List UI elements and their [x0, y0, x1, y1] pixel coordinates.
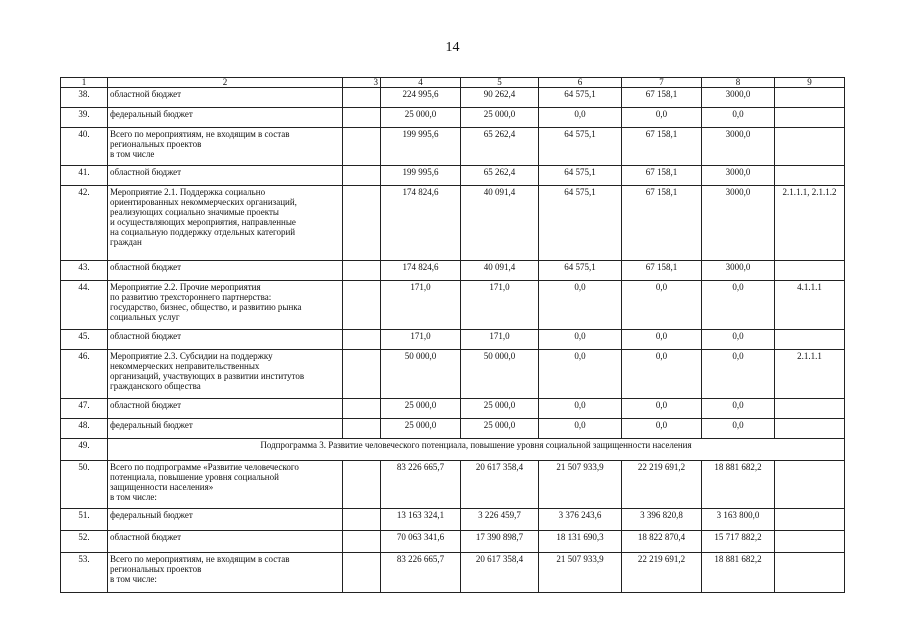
row-col-9	[775, 281, 845, 330]
row-number: 46.	[61, 350, 108, 399]
table-row	[61, 461, 845, 509]
row-col-6	[539, 261, 622, 281]
row-col-4-text: 171,0	[410, 331, 431, 341]
row-number: 53.	[61, 553, 108, 593]
row-number: 45.	[61, 330, 108, 350]
row-col-4-text: 83 226 665,7	[396, 462, 445, 472]
row-col-4	[381, 419, 461, 439]
row-col-4-text: 25 000,0	[404, 400, 437, 410]
row-name-text: областной бюджет	[110, 89, 182, 99]
table-row	[61, 166, 845, 186]
table-row	[61, 399, 845, 419]
row-name	[108, 419, 343, 439]
row-col-8	[702, 261, 775, 281]
row-col-7-text: 0,0	[655, 351, 668, 361]
row-col-9	[775, 419, 845, 439]
row-col-7	[622, 166, 702, 186]
table-row	[61, 281, 845, 330]
row-name-text: Всего по мероприятиям, не входящим в состав региональных проектов в том числе	[110, 129, 290, 159]
row-col-7	[622, 186, 702, 261]
table-row	[61, 419, 845, 439]
row-col-6	[539, 350, 622, 399]
row-number: 40.	[61, 128, 108, 166]
table-body	[61, 78, 845, 593]
page-number: 14	[445, 40, 460, 55]
row-col-5	[461, 186, 539, 261]
row-col-4	[381, 128, 461, 166]
row-col-4	[381, 108, 461, 128]
row-col-5	[461, 399, 539, 419]
row-col-9	[775, 128, 845, 166]
row-col-5	[461, 419, 539, 439]
table-header-row	[61, 78, 845, 88]
row-name	[108, 108, 343, 128]
row-col-5-text: 17 390 898,7	[475, 532, 524, 542]
row-col-8	[702, 350, 775, 399]
row-col-9	[775, 553, 845, 593]
row-col-5-text: 25 000,0	[483, 420, 516, 430]
row-col-3	[343, 108, 381, 128]
row-col-8	[702, 461, 775, 509]
row-col-8-text: 3 163 800,0	[716, 510, 760, 520]
table-row	[61, 330, 845, 350]
row-col-7	[622, 128, 702, 166]
row-name-text: Мероприятие 2.2. Прочие мероприятия по развитию трехстороннего партнерства: государство, бизнес, общество, и развитию рынка социальных услуг	[110, 282, 302, 322]
header-col-1: 1	[61, 78, 108, 88]
row-name-text: федеральный бюджет	[110, 510, 193, 520]
row-col-5-text: 20 617 358,4	[475, 462, 524, 472]
header-col-4: 4	[381, 78, 461, 88]
row-col-9	[775, 350, 845, 399]
row-col-5	[461, 108, 539, 128]
row-col-5	[461, 509, 539, 531]
table-row	[61, 88, 845, 108]
row-col-8-text: 15 717 882,2	[714, 532, 762, 542]
row-col-3	[343, 399, 381, 419]
table-row	[61, 108, 845, 128]
row-col-8-text: 3000,0	[725, 129, 751, 139]
table-row	[61, 186, 845, 261]
row-col-5	[461, 128, 539, 166]
row-col-8	[702, 88, 775, 108]
row-col-5	[461, 461, 539, 509]
row-col-5	[461, 350, 539, 399]
row-col-6	[539, 399, 622, 419]
row-col-6-text: 0,0	[574, 400, 586, 410]
row-name-text: Всего по мероприятиям, не входящим в состав региональных проектов в том числе:	[110, 554, 290, 584]
row-col-8	[702, 108, 775, 128]
row-col-5-text: 171,0	[489, 331, 510, 341]
row-col-5	[461, 281, 539, 330]
row-col-7	[622, 531, 702, 553]
row-name-text: федеральный бюджет	[110, 420, 193, 430]
row-name	[108, 399, 343, 419]
row-col-4	[381, 88, 461, 108]
row-col-5-text: 171,0	[489, 282, 510, 292]
section-title: Подпрограмма 3. Развитие человеческого потенциала, повышение уровня социальной защищенности населения	[108, 439, 845, 461]
row-col-9-text: 4.1.1.1	[797, 282, 822, 292]
row-col-7-text: 67 158,1	[645, 167, 678, 177]
row-col-4-text: 199 995,6	[402, 167, 439, 177]
row-col-6-text: 18 131 690,3	[556, 532, 604, 542]
row-col-7	[622, 553, 702, 593]
row-col-3	[343, 261, 381, 281]
header-col-2: 2	[108, 78, 343, 88]
row-col-8-text: 0,0	[732, 400, 744, 410]
row-col-5	[461, 531, 539, 553]
row-col-7	[622, 461, 702, 509]
row-col-6-text: 64 575,1	[564, 129, 596, 139]
row-col-4	[381, 186, 461, 261]
table-row	[61, 553, 845, 593]
table-row	[61, 128, 845, 166]
row-name-text: Мероприятие 2.3. Субсидии на поддержку некоммерческих неправительственных организаций, участвующих в развитии институтов гражданского общества	[110, 351, 305, 391]
row-col-7	[622, 399, 702, 419]
row-col-3	[343, 350, 381, 399]
row-number: 39.	[61, 108, 108, 128]
row-col-3	[343, 531, 381, 553]
row-col-7-text: 0,0	[655, 282, 668, 292]
row-col-4-text: 171,0	[410, 282, 431, 292]
row-col-7	[622, 281, 702, 330]
row-col-3	[343, 88, 381, 108]
row-col-4-text: 174 824,6	[402, 187, 439, 197]
row-col-8-text: 0,0	[732, 420, 744, 430]
row-col-5-text: 40 091,4	[483, 187, 516, 197]
row-name	[108, 88, 343, 108]
row-name-text: Мероприятие 2.1. Поддержка социально ориентированных некоммерческих организаций, реализующих социально значимые проекты и осуществляющих мероприятия, направленные на социальную поддержку отдельных категорий граждан	[110, 187, 297, 247]
row-col-5-text: 40 091,4	[483, 262, 516, 272]
row-number: 42.	[61, 186, 108, 261]
row-col-9-text: 2.1.1.1, 2.1.1.2	[782, 187, 837, 197]
budget-table	[60, 77, 845, 593]
row-name	[108, 531, 343, 553]
row-col-8-text: 0,0	[732, 331, 744, 341]
table-row	[61, 509, 845, 531]
row-col-6	[539, 531, 622, 553]
row-col-5-text: 65 262,4	[483, 167, 516, 177]
row-col-8	[702, 281, 775, 330]
row-col-7	[622, 419, 702, 439]
row-col-8	[702, 330, 775, 350]
row-col-3	[343, 281, 381, 330]
row-col-4-text: 13 163 324,1	[396, 510, 445, 520]
row-col-9	[775, 261, 845, 281]
row-number: 49.	[61, 439, 108, 461]
row-col-6	[539, 166, 622, 186]
row-col-9	[775, 509, 845, 531]
row-col-9-text: 2.1.1.1	[797, 351, 822, 361]
row-col-7	[622, 88, 702, 108]
row-col-7	[622, 350, 702, 399]
row-col-7-text: 67 158,1	[645, 187, 678, 197]
row-col-6	[539, 461, 622, 509]
row-col-8-text: 3000,0	[725, 262, 751, 272]
row-col-8-text: 3000,0	[725, 187, 751, 197]
row-col-8-text: 0,0	[732, 109, 744, 119]
row-number: 50.	[61, 461, 108, 509]
row-col-5	[461, 553, 539, 593]
row-name	[108, 509, 343, 531]
row-col-4-text: 199 995,6	[402, 129, 439, 139]
row-col-7	[622, 261, 702, 281]
row-col-3	[343, 419, 381, 439]
row-name-text: областной бюджет	[110, 532, 182, 542]
table-row	[61, 439, 845, 461]
row-name	[108, 186, 343, 261]
row-col-5-text: 25 000,0	[483, 109, 516, 119]
row-col-6	[539, 553, 622, 593]
row-col-4-text: 50 000,0	[404, 351, 437, 361]
row-name-text: Всего по подпрограмме «Развитие человеческого потенциала, повышение уровня социальной защищенности населения» в том числе:	[110, 462, 299, 502]
row-name	[108, 166, 343, 186]
row-col-3	[343, 166, 381, 186]
row-col-4-text: 25 000,0	[404, 109, 437, 119]
header-col-9: 9	[775, 78, 845, 88]
row-col-7	[622, 509, 702, 531]
row-col-6	[539, 88, 622, 108]
row-number: 41.	[61, 166, 108, 186]
row-col-7-text: 0,0	[655, 109, 668, 119]
row-col-9	[775, 531, 845, 553]
row-number: 43.	[61, 261, 108, 281]
row-number: 52.	[61, 531, 108, 553]
row-col-7-text: 67 158,1	[645, 89, 678, 99]
row-col-7-text: 22 219 691,2	[637, 554, 686, 564]
row-col-4	[381, 166, 461, 186]
row-col-6	[539, 128, 622, 166]
row-col-5	[461, 166, 539, 186]
row-col-4	[381, 330, 461, 350]
row-name-text: федеральный бюджет	[110, 109, 193, 119]
header-col-6: 6	[539, 78, 622, 88]
table-row	[61, 350, 845, 399]
row-number: 44.	[61, 281, 108, 330]
row-col-6-text: 64 575,1	[564, 262, 596, 272]
row-col-5	[461, 88, 539, 108]
row-col-6-text: 64 575,1	[564, 167, 596, 177]
row-name-text: областной бюджет	[110, 331, 182, 341]
header-col-8: 8	[702, 78, 775, 88]
row-col-7	[622, 108, 702, 128]
row-col-6	[539, 281, 622, 330]
row-col-3	[343, 553, 381, 593]
row-col-5-text: 25 000,0	[483, 400, 516, 410]
row-col-6-text: 0,0	[574, 282, 586, 292]
row-col-7-text: 0,0	[655, 420, 668, 430]
row-col-8	[702, 531, 775, 553]
row-col-5-text: 50 000,0	[483, 351, 516, 361]
row-col-6-text: 64 575,1	[564, 187, 596, 197]
row-col-7-text: 67 158,1	[645, 129, 678, 139]
table-row	[61, 531, 845, 553]
row-col-8	[702, 553, 775, 593]
row-col-5-text: 65 262,4	[483, 129, 516, 139]
row-col-3	[343, 128, 381, 166]
row-col-6-text: 64 575,1	[564, 89, 596, 99]
row-name-text: областной бюджет	[110, 400, 182, 410]
row-col-8-text: 0,0	[732, 351, 744, 361]
row-col-5-text: 3 226 459,7	[478, 510, 521, 520]
row-col-5	[461, 330, 539, 350]
row-name-text: областной бюджет	[110, 167, 182, 177]
row-number: 48.	[61, 419, 108, 439]
row-col-4	[381, 399, 461, 419]
row-col-6	[539, 108, 622, 128]
row-col-7	[622, 330, 702, 350]
row-col-7-text: 0,0	[655, 331, 668, 341]
row-col-5-text: 90 262,4	[483, 89, 516, 99]
row-col-4	[381, 281, 461, 330]
row-col-8	[702, 128, 775, 166]
row-col-9	[775, 330, 845, 350]
row-name	[108, 330, 343, 350]
row-col-4-text: 25 000,0	[404, 420, 437, 430]
row-col-4	[381, 531, 461, 553]
row-col-6-text: 0,0	[574, 351, 586, 361]
row-col-4	[381, 553, 461, 593]
row-col-8	[702, 186, 775, 261]
row-name	[108, 350, 343, 399]
row-col-8-text: 18 881 682,2	[714, 462, 762, 472]
row-col-6	[539, 419, 622, 439]
row-number: 51.	[61, 509, 108, 531]
row-col-3	[343, 330, 381, 350]
row-col-6-text: 3 376 243,6	[558, 510, 602, 520]
row-name	[108, 128, 343, 166]
row-col-8	[702, 399, 775, 419]
row-col-5	[461, 261, 539, 281]
table-row	[61, 261, 845, 281]
row-col-4-text: 70 063 341,6	[396, 532, 445, 542]
row-col-4	[381, 509, 461, 531]
row-col-4	[381, 261, 461, 281]
row-col-9	[775, 461, 845, 509]
row-col-4-text: 174 824,6	[402, 262, 439, 272]
row-col-6-text: 21 507 933,9	[556, 462, 604, 472]
header-col-3: 3	[343, 78, 381, 88]
row-col-5-text: 20 617 358,4	[475, 554, 524, 564]
row-col-7-text: 22 219 691,2	[637, 462, 686, 472]
row-col-8-text: 0,0	[732, 282, 744, 292]
row-col-7-text: 0,0	[655, 400, 668, 410]
row-col-7-text: 18 822 870,4	[637, 532, 686, 542]
row-col-9	[775, 88, 845, 108]
row-col-9	[775, 166, 845, 186]
row-col-4	[381, 350, 461, 399]
row-col-3	[343, 461, 381, 509]
row-col-6-text: 0,0	[574, 331, 586, 341]
header-col-7: 7	[622, 78, 702, 88]
header-col-5: 5	[461, 78, 539, 88]
row-col-3	[343, 509, 381, 531]
row-col-8	[702, 509, 775, 531]
row-name	[108, 461, 343, 509]
row-col-4	[381, 461, 461, 509]
row-col-8	[702, 419, 775, 439]
row-col-8-text: 18 881 682,2	[714, 554, 762, 564]
row-col-6	[539, 330, 622, 350]
row-col-8-text: 3000,0	[725, 167, 751, 177]
row-col-7-text: 67 158,1	[645, 262, 678, 272]
row-name	[108, 281, 343, 330]
row-col-7-text: 3 396 820,8	[640, 510, 683, 520]
row-col-3	[343, 186, 381, 261]
row-name	[108, 261, 343, 281]
row-col-6-text: 0,0	[574, 420, 586, 430]
row-col-6-text: 0,0	[574, 109, 586, 119]
row-col-4-text: 83 226 665,7	[396, 554, 445, 564]
row-col-9	[775, 108, 845, 128]
row-number: 47.	[61, 399, 108, 419]
row-col-8	[702, 166, 775, 186]
row-col-4-text: 224 995,6	[402, 89, 439, 99]
row-number: 38.	[61, 88, 108, 108]
row-col-6-text: 21 507 933,9	[556, 554, 604, 564]
row-col-6	[539, 186, 622, 261]
row-col-6	[539, 509, 622, 531]
row-col-8-text: 3000,0	[725, 89, 751, 99]
row-name	[108, 553, 343, 593]
row-col-9	[775, 186, 845, 261]
row-name-text: областной бюджет	[110, 262, 182, 272]
row-col-9	[775, 399, 845, 419]
